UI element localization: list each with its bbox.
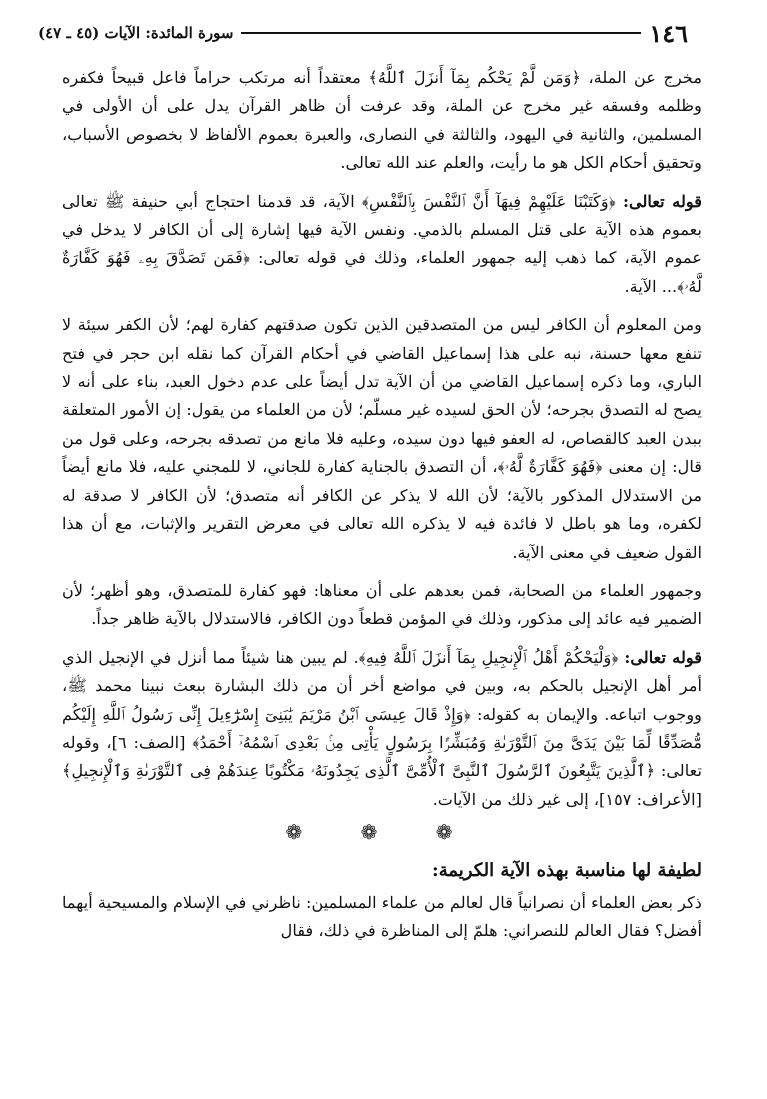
section-divider-stars: ❁ ❁ ❁ xyxy=(285,820,479,845)
paragraph-3: ومن المعلوم أن الكافر ليس من المتصدقين الذين تكون صدقتهم كفارة لهم؛ لأن الكفر سيئة لا تنفع معها حسنة، نبه على هذا إسماعيل القاضي في أحكام القرآن كما نقله ابن حجر في فتح الباري، وما ذكره إسماعيل القاضي من أن الآية تدل أيضاً على عدم دخول العبد، بناء على أنه لا يصح له التصدق بجرحه؛ لأن الحق لسيده غير مسلّم؛ لأن من العلماء من يقول: إن الأمور المتعلقة ببدن العبد كالقصاص، له العفو فيها دون سيده، وعليه فلا مانع من تصدقه بجرحه، وعلى قول من قال: إن معنى ﴿فَهُوَ كَفَّارَةٌ لَّهُۥ﴾، أن التصدق بالجناية كفارة للجاني، لا للمجني عليه، فلا مانع أيضاً من الاستدلال المذكور بالآية؛ لأن الله لا يذكر عن الكافر أنه متصدق؛ لأن الكافر لا صدقة له لكفره، وما هو باطل لا فائدة فيه لا يذكره الله تعالى في معرض التقرير والإثبات، مع أن هذا القول ضعيف في معنى الآية. xyxy=(62,315,702,562)
paragraph-4: وجمهور العلماء من الصحابة، فمن بعدهم على أن معناها: فهو كفارة للمتصدق، وهو أظهر؛ لأن الضمير فيه عائد إلى مذكور، وذلك في المؤمن قطعاً دون الكافر، فالاستدلال بالآية ظاهر جداً. xyxy=(62,580,702,629)
page-body xyxy=(62,64,702,946)
page-number: ١٤٦ xyxy=(649,18,688,48)
section-heading: لطيفة لها مناسبة بهذه الآية الكريمة: xyxy=(432,859,702,881)
paragraph-2-text: ﴿وَكَتَبْنَا عَلَيْهِمْ فِيهَآ أَنَّ ٱلنَّفْسَ بِٱلنَّفْسِ﴾ الآية، قد قدمنا احتجاج أبي حنيفة ﷺ تعالى بعموم هذه الآية على قتل المسلم بالذمي. ونفس الآية فيها إشارة إلى أن الكافر لا يدخل في عموم الآية، كما ذهب إليه جمهور العلماء، وذلك في قوله تعالى: ﴿فَمَن تَصَدَّقَ بِهِۦ فَهُوَ كَفَّارَةٌ لَّهُۥ﴾... الآية. xyxy=(62,191,702,296)
paragraph-2 xyxy=(62,188,702,302)
running-title: سورة المائدة: الآيات (٤٥ ـ ٤٧) xyxy=(38,24,234,42)
paragraph-5 xyxy=(62,644,702,814)
paragraph-6: ذكر بعض العلماء أن نصرانياً قال لعالم من علماء المسلمين: ناظرني في الإسلام والمسيحية أيهما أفضل؟ فقال العالم للنصراني: هلمّ إلى المناظرة في ذلك، فقال xyxy=(62,892,702,941)
paragraph-5-text: ﴿وَلْيَحْكُمْ أَهْلُ ٱلْإِنجِيلِ بِمَآ أَنزَلَ ٱللَّهُ فِيهِ﴾. لم يبين هنا شيئاً مما أنزل في الإنجيل الذي أمر أهل الإنجيل بالحكم به، وبين في مواضع أخر أن من ذلك البشارة ببعث نبينا محمد ﷺ، ووجوب اتباعه. والإيمان به كقوله: ﴿وَإِذْ قَالَ عِيسَى ٱبْنُ مَرْيَمَ يَٰبَنِىٓ إِسْرَٰٓءِيلَ إِنِّى رَسُولُ ٱللَّهِ إِلَيْكُم مُّصَدِّقًا لِّمَا بَيْنَ يَدَىَّ مِنَ ٱلتَّوْرَىٰةِ وَمُبَشِّرًۢا بِرَسُولٍ يَأْتِى مِنۢ بَعْدِى ٱسْمُهُۥٓ أَحْمَدُ﴾ [الصف: ٦]، وقوله تعالى: ﴿ٱلَّذِينَ يَتَّبِعُونَ ٱلرَّسُولَ ٱلنَّبِىَّ ٱلْأُمِّىَّ ٱلَّذِى يَجِدُونَهُۥ مَكْتُوبًا عِندَهُمْ فِى ٱلتَّوْرَىٰةِ وَٱلْإِنجِيلِ﴾ [الأعراف: ١٥٧]، إلى غير ذلك من الآيات. xyxy=(62,647,702,809)
paragraph-5-label: قوله تعالى: xyxy=(624,647,703,667)
paragraph-1: مخرج عن الملة، ﴿وَمَن لَّمْ يَحْكُم بِمَآ أَنزَلَ ٱللَّهُ﴾ معتقداً أنه مرتكب حراماً فاعل قبيحاً فكفره وظلمه وفسقه غير مخرج عن الملة، وقد عرفت أن ظاهر القرآن يدل على أن الأولى في المسلمين، والثانية في اليهود، والثالثة في النصارى، والعبرة بعموم الألفاظ لا بخصوص الأسباب، وتحقيق أحكام الكل هو ما رأيت، والعلم عند الله تعالى. xyxy=(62,68,702,173)
paragraph-2-label: قوله تعالى: xyxy=(623,191,702,211)
page-header xyxy=(38,18,688,48)
header-rule xyxy=(241,32,641,34)
